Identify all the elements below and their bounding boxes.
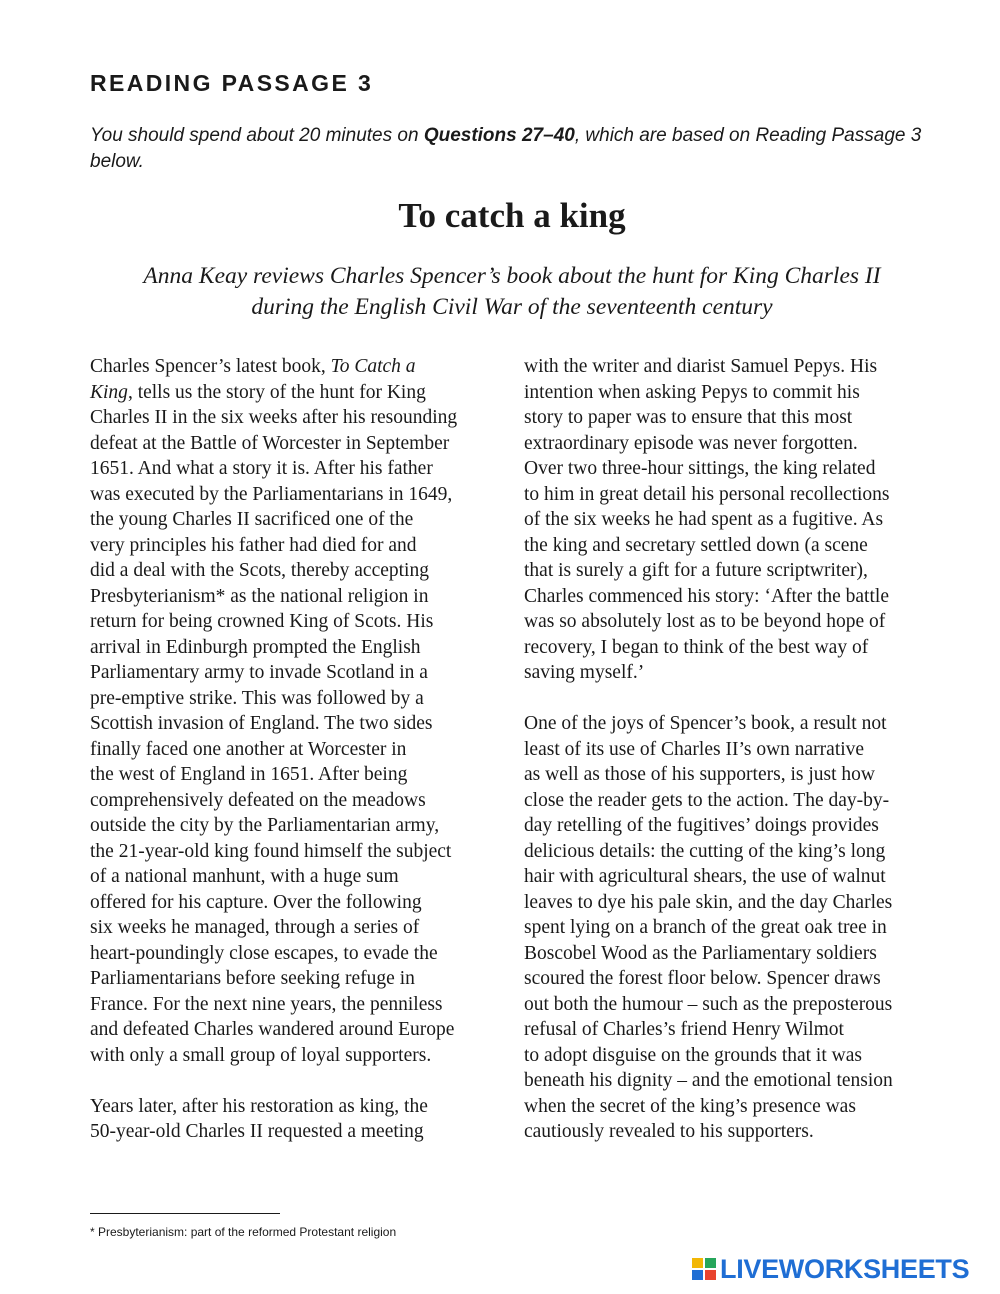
text-line: Over two three-hour sittings, the king related <box>524 458 876 479</box>
text-line: was so absolutely lost as to be beyond hope of <box>524 611 886 632</box>
paragraph <box>90 1094 510 1145</box>
text-line: Years later, after his restoration as king, the <box>90 1095 428 1117</box>
text-line: comprehensively defeated on the meadows <box>90 789 426 811</box>
text-line: Parliamentarians before seeking refuge in <box>90 968 415 989</box>
footnote-divider <box>90 1213 280 1214</box>
text-line: arrival in Edinburgh prompted the English <box>90 636 421 658</box>
text-line: Boscobel Wood as the Parliamentary soldiers <box>524 942 877 964</box>
text-line: 50-year-old Charles II requested a meeting <box>90 1121 424 1142</box>
text-line: and defeated Charles wandered around Europe <box>90 1019 455 1040</box>
text-line: did a deal with the Scots, thereby accepting <box>90 560 429 581</box>
text-line: 1651. And what a story it is. After his father <box>90 458 433 479</box>
subtitle-line: Anna Keay reviews Charles Spencer’s book about the hunt for King Charles II <box>143 263 881 289</box>
text-line: of the six weeks he had spent as a fugitive. As <box>524 509 884 530</box>
text-line: very principles his father had died for and <box>90 534 417 556</box>
text-line: least of its use of Charles II’s own narrative <box>524 738 865 760</box>
book-title: To Catch a <box>330 356 416 377</box>
text-line: the king and secretary settled down (a scene <box>524 534 868 556</box>
text-line: that is surely a gift for a future scriptwriter), <box>524 560 868 581</box>
left-column <box>90 354 510 1145</box>
text-line: spent lying on a branch of the great oak tree in <box>524 917 887 938</box>
instructions <box>90 123 940 175</box>
text-line: France. For the next nine years, the penniless <box>90 993 443 1015</box>
footnote: * Presbyterianism: part of the reformed Protestant religion <box>90 1225 397 1239</box>
questions-range: Questions 27–40 <box>423 125 575 146</box>
text-line: return for being crowned King of Scots. His <box>90 611 434 632</box>
section-heading: READING PASSAGE 3 <box>90 70 374 96</box>
text-line: the young Charles II sacrificed one of the <box>90 509 414 530</box>
text-line: outside the city by the Parliamentarian army, <box>90 815 440 836</box>
text-line: offered for his capture. Over the following <box>90 891 422 913</box>
text-line: day retelling of the fugitives’ doings provides <box>524 815 879 836</box>
text-line: extraordinary episode was never forgotten. <box>524 432 858 454</box>
book-title: King <box>90 381 128 403</box>
article-subtitle <box>0 261 1000 323</box>
text-line: was executed by the Parliamentarians in 1649, <box>90 483 453 505</box>
text-line: beneath his dignity – and the emotional tension <box>524 1070 893 1091</box>
text-line: Presbyterianism* as the national religion in <box>90 585 429 607</box>
text-line: refusal of Charles’s friend Henry Wilmot <box>524 1019 844 1040</box>
text-line: the 21-year-old king found himself the subject <box>90 840 452 862</box>
text-line: pre-emptive strike. This was followed by a <box>90 687 424 709</box>
instructions-text-start: You should spend about 20 minutes on <box>90 125 424 146</box>
instructions-text-end: , which are based on Reading Passage 3 below. <box>90 125 922 172</box>
text-line: when the secret of the king’s presence was <box>524 1095 856 1117</box>
liveworksheets-logo[interactable] <box>690 1254 969 1284</box>
subtitle-line: during the English Civil War of the seventeenth century <box>251 294 773 320</box>
text-line: as well as those of his supporters, is just how <box>524 764 875 785</box>
text-line: Charles Spencer’s latest book, To Catch a <box>90 356 416 377</box>
paragraph <box>90 354 510 1068</box>
text-line: leaves to dye his pale skin, and the day Charles <box>524 891 893 913</box>
text-line: recovery, I began to think of the best way of <box>524 636 869 658</box>
text-line: Parliamentary army to invade Scotland in a <box>90 662 428 683</box>
text-line: story to paper was to ensure that this most <box>524 407 853 428</box>
text-line: to adopt disguise on the grounds that it was <box>524 1044 862 1066</box>
text-line: One of the joys of Spencer’s book, a result not <box>524 713 887 734</box>
text-line: the west of England in 1651. After being <box>90 764 408 785</box>
text-line: finally faced one another at Worcester in <box>90 738 407 760</box>
logo-icon <box>690 1256 718 1282</box>
text-line: out both the humour – such as the preposterous <box>524 993 893 1015</box>
text-line: delicious details: the cutting of the king’s long <box>524 840 886 862</box>
text-line: saving myself.’ <box>524 662 645 683</box>
text-line: Charles commenced his story: ‘After the battle <box>524 585 889 607</box>
article-title: To catch a king <box>398 196 626 235</box>
text-line: of a national manhunt, with a huge sum <box>90 866 399 887</box>
text-line: Scottish invasion of England. The two sides <box>90 713 433 734</box>
text-line: defeat at the Battle of Worcester in September <box>90 432 450 454</box>
text-line: Charles II in the six weeks after his resounding <box>90 407 458 428</box>
text-line: with only a small group of loyal supporters. <box>90 1044 432 1066</box>
text-line: close the reader gets to the action. The day-by- <box>524 789 890 811</box>
logo-text: LIVEWORKSHEETS <box>720 1253 970 1284</box>
text-line: to him in great detail his personal recollections <box>524 483 890 505</box>
text-line: King, tells us the story of the hunt for King <box>90 381 426 403</box>
text-line: with the writer and diarist Samuel Pepys. His <box>524 356 878 377</box>
text-line: six weeks he managed, through a series of <box>90 917 420 938</box>
text-line: cautiously revealed to his supporters. <box>524 1121 814 1142</box>
paragraph <box>524 354 944 686</box>
paragraph <box>524 711 944 1145</box>
text-line: intention when asking Pepys to commit his <box>524 381 860 403</box>
right-column <box>524 354 944 1145</box>
text-line: scoured the forest floor below. Spencer draws <box>524 968 881 989</box>
text-line: heart-poundingly close escapes, to evade the <box>90 942 438 964</box>
text-line: hair with agricultural shears, the use of walnut <box>524 866 886 887</box>
